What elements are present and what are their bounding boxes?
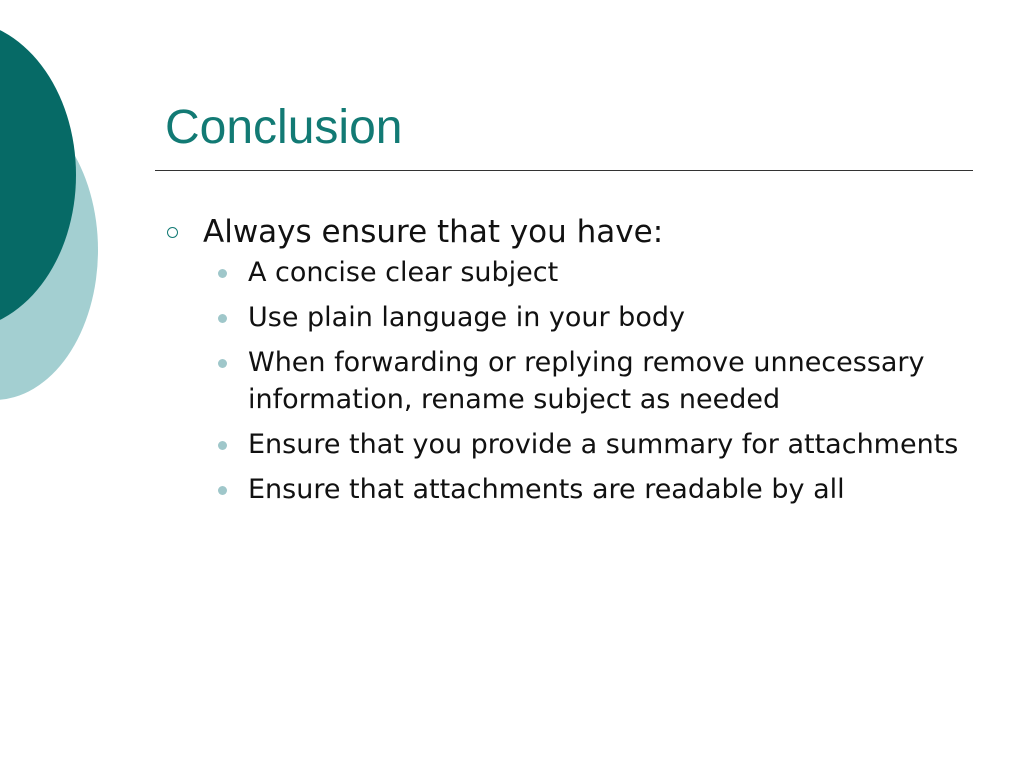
dot-bullet-icon xyxy=(218,486,227,495)
sub-bullet-text: Ensure that attachments are readable by all xyxy=(248,474,845,505)
sub-bullet-list xyxy=(165,254,965,508)
sub-bullet-item xyxy=(165,254,965,291)
slide-body xyxy=(165,210,965,508)
sub-bullet-text: Ensure that you provide a summary for attachments xyxy=(248,429,959,460)
dot-bullet-icon xyxy=(218,269,227,278)
sub-bullet-item xyxy=(165,344,965,418)
bullet-level-1 xyxy=(165,210,965,254)
dot-bullet-icon xyxy=(218,441,227,450)
title-divider xyxy=(155,170,973,171)
sub-bullet-text: A concise clear subject xyxy=(248,257,559,288)
slide-title: Conclusion xyxy=(165,101,403,154)
sub-bullet-text: Use plain language in your body xyxy=(248,302,685,333)
sub-bullet-item xyxy=(165,471,965,508)
dot-bullet-icon xyxy=(218,359,227,368)
hollow-circle-bullet-icon xyxy=(167,227,178,238)
sub-bullet-item xyxy=(165,426,965,463)
sub-bullet-text: When forwarding or replying remove unnecessary information, rename subject as needed xyxy=(248,347,925,415)
sub-bullet-item xyxy=(165,299,965,336)
dot-bullet-icon xyxy=(218,314,227,323)
bullet-level-1-text: Always ensure that you have: xyxy=(203,214,664,250)
